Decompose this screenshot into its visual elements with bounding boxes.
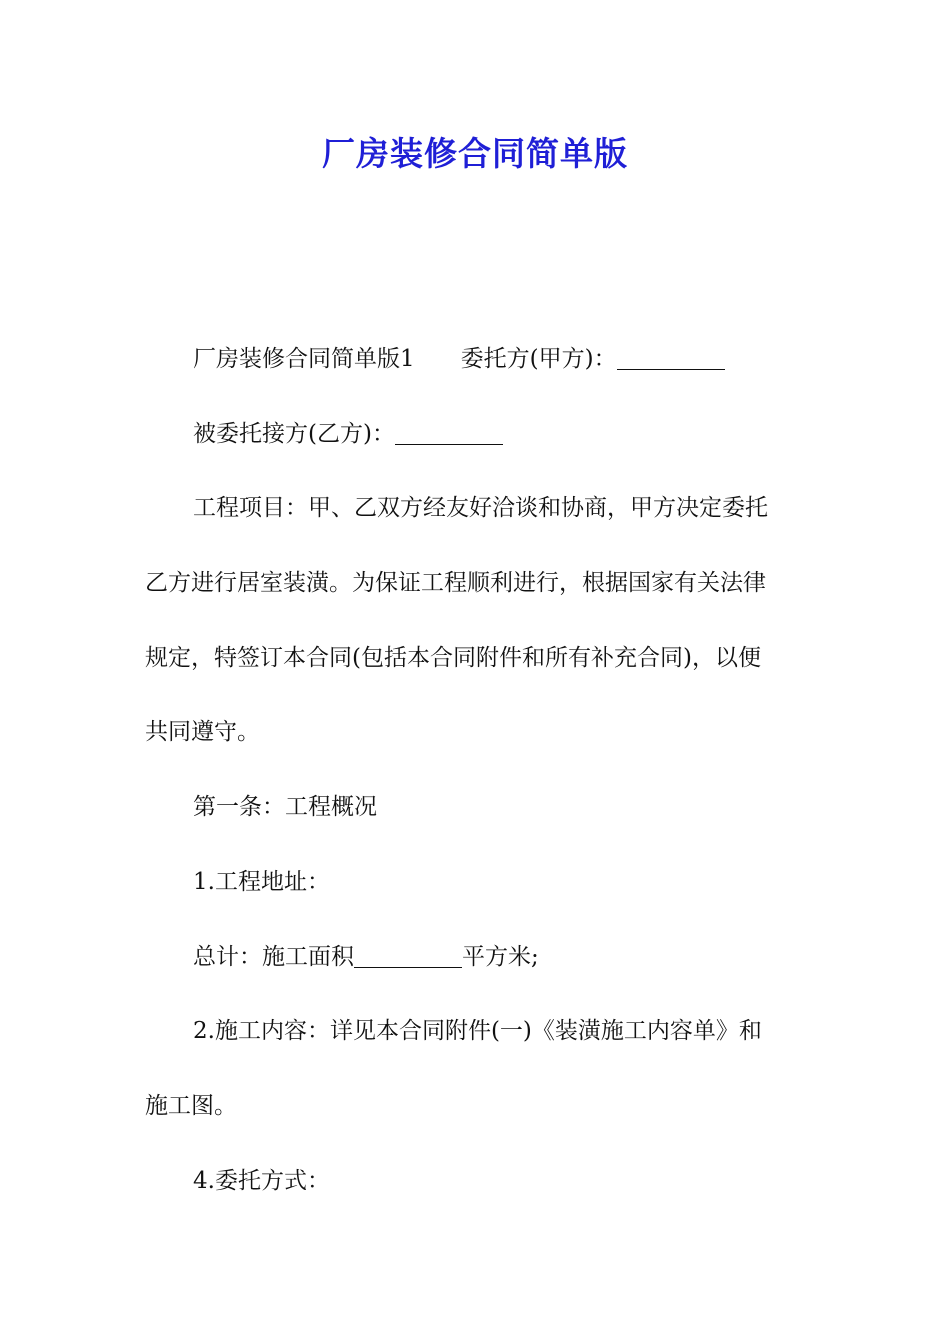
party-a-blank bbox=[617, 341, 725, 370]
area-blank bbox=[354, 939, 462, 968]
total-area-prefix: 总计：施工面积 bbox=[193, 944, 354, 970]
item-2-line-2: 施工图。 bbox=[145, 1093, 237, 1119]
total-area-suffix: 平方米; bbox=[462, 944, 539, 970]
item-1-address: 1.工程地址： bbox=[193, 869, 330, 895]
project-line-4: 共同遵守。 bbox=[145, 719, 260, 745]
item-2-line-1: 2.施工内容：详见本合同附件(一)《装潢施工内容单》和 bbox=[193, 1018, 762, 1044]
article-1-heading: 第一条：工程概况 bbox=[193, 794, 377, 820]
total-area-line bbox=[193, 939, 858, 976]
party-b-label: 被委托接方(乙方)： bbox=[193, 421, 395, 447]
party-a-label: 委托方(甲方)： bbox=[460, 346, 617, 372]
party-b-blank bbox=[395, 416, 503, 445]
party-b-line bbox=[193, 416, 858, 453]
project-line-2: 乙方进行居室装潢。为保证工程顺利进行，根据国家有关法律 bbox=[145, 570, 766, 596]
document-title: 厂房装修合同简单版 bbox=[322, 134, 628, 173]
heading-line-text: 厂房装修合同简单版1 bbox=[193, 346, 415, 372]
project-line-1: 工程项目：甲、乙双方经友好洽谈和协商，甲方决定委托 bbox=[193, 495, 768, 521]
item-4-delegation: 4.委托方式： bbox=[193, 1168, 330, 1194]
heading-line bbox=[193, 341, 858, 378]
project-line-3: 规定，特签订本合同(包括本合同附件和所有补充合同)，以便 bbox=[145, 645, 761, 671]
